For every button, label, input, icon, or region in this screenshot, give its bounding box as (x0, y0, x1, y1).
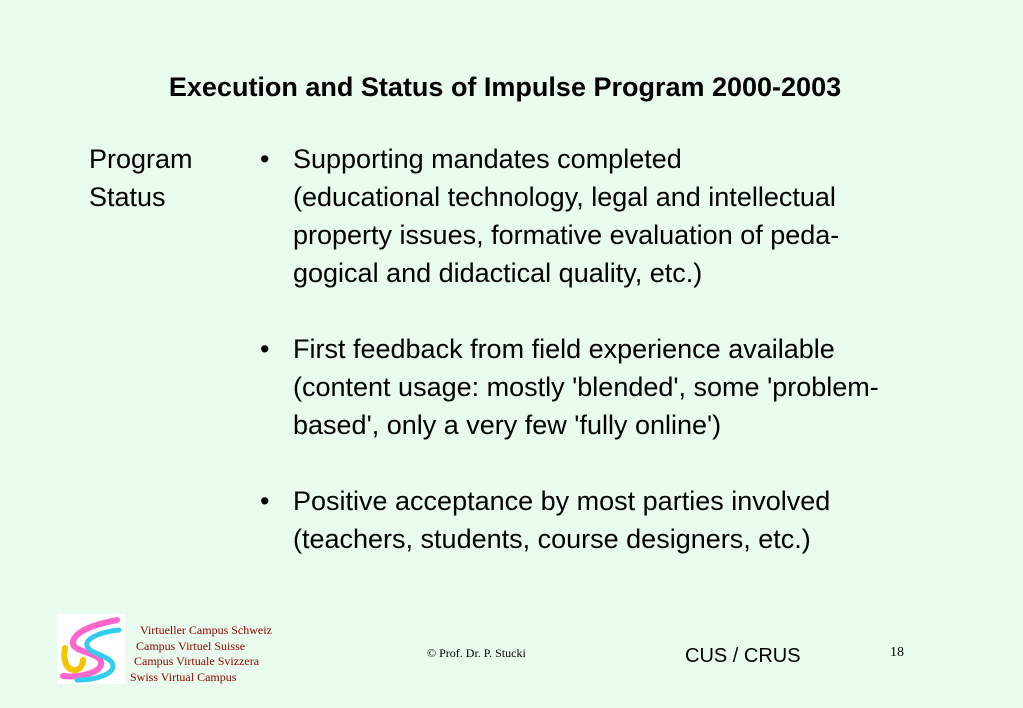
bullet-line: (educational technology, legal and intellectual (293, 182, 836, 212)
campus-names (126, 623, 272, 685)
bullet-marker: • (260, 486, 270, 516)
bullet-item (258, 330, 998, 444)
bullet-line: property issues, formative evaluation of peda- (293, 220, 840, 250)
section-label-line-1: Program (89, 144, 193, 174)
swiss-virtual-campus-logo-icon (57, 614, 125, 684)
copyright-notice: © Prof. Dr. P. Stucki (427, 646, 526, 660)
bullet-line: based', only a very few 'fully online') (293, 410, 722, 440)
campus-name-en: Swiss Virtual Campus (130, 669, 237, 684)
organization-label: CUS / CRUS (685, 645, 801, 667)
bullet-line: Positive acceptance by most parties involved (293, 486, 831, 516)
bullet-marker: • (260, 144, 270, 174)
section-label-line-2: Status (89, 182, 166, 212)
slide-title: Execution and Status of Impulse Program 2000-2003 (168, 72, 842, 102)
campus-name-it: Campus Virtuale Svizzera (134, 654, 260, 668)
campus-name-de: Virtueller Campus Schweiz (140, 623, 272, 637)
bullet-item (258, 482, 998, 558)
bullet-line: First feedback from field experience available (293, 334, 835, 364)
bullet-line: gogical and didactical quality, etc.) (293, 258, 703, 288)
bullet-line: (teachers, students, course designers, etc.) (293, 524, 811, 554)
bullet-list (258, 140, 998, 596)
bullet-line: Supporting mandates completed (293, 144, 682, 174)
bullet-line: (content usage: mostly 'blended', some 'problem- (293, 372, 879, 402)
bullet-marker: • (260, 334, 270, 364)
section-label (89, 140, 193, 216)
page-number: 18 (890, 645, 904, 660)
bullet-item (258, 140, 998, 292)
campus-name-fr: Campus Virtuel Suisse (136, 638, 246, 653)
